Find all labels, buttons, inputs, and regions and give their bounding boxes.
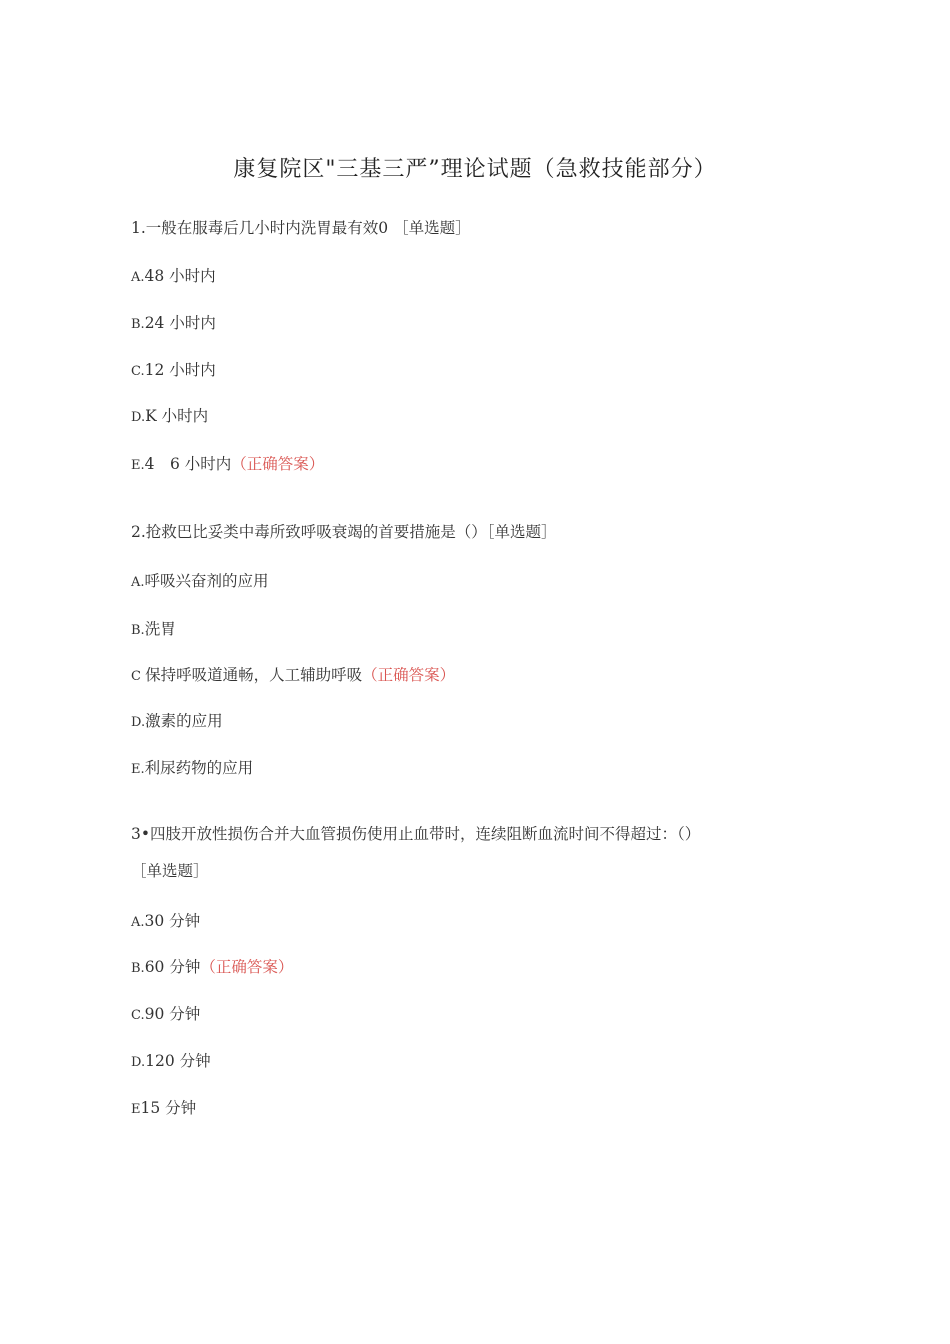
option-text: 120 分钟	[145, 1052, 211, 1070]
question-1-option-d[interactable]	[131, 404, 208, 426]
question-1-option-c[interactable]	[131, 358, 216, 380]
option-text: 48 小时内	[144, 267, 216, 285]
question-2-option-e[interactable]	[131, 756, 253, 778]
option-text: 4 6 小时内	[144, 455, 232, 473]
correct-answer-tag: （正确答案）	[231, 455, 325, 473]
option-letter: E.	[131, 762, 145, 777]
option-text: 12 小时内	[144, 361, 216, 379]
question-3-option-b[interactable]	[131, 955, 293, 977]
option-letter: B.	[131, 623, 145, 638]
option-letter: B.	[131, 317, 145, 332]
option-text: 90 分钟	[144, 1005, 201, 1023]
option-text: 激素的应用	[145, 712, 223, 730]
option-letter: C.	[131, 1008, 145, 1023]
question-2-stem: 2.抢救巴比妥类中毒所致呼吸衰竭的首要措施是（）［单选题］	[131, 523, 557, 541]
option-text: K 小时内	[145, 407, 209, 425]
option-letter: A.	[131, 270, 145, 285]
question-3-type-label: ［单选题］	[131, 862, 209, 880]
question-3-option-a[interactable]	[131, 909, 200, 931]
option-letter: C	[131, 669, 146, 684]
option-text: 保持呼吸道通畅，人工辅助呼吸	[145, 666, 363, 684]
option-letter: E	[131, 1102, 141, 1117]
question-1-option-b[interactable]	[131, 311, 216, 333]
option-letter: D.	[131, 715, 146, 730]
option-text: 30 分钟	[144, 912, 201, 930]
option-text: 呼吸兴奋剂的应用	[144, 572, 269, 590]
page-title: 康复院区"三基三严”理论试题（急救技能部分）	[233, 157, 717, 182]
option-letter: C.	[131, 364, 145, 379]
correct-answer-tag: （正确答案）	[362, 666, 456, 684]
option-letter: A.	[131, 915, 145, 930]
option-letter: D.	[131, 410, 146, 425]
correct-answer-tag: （正确答案）	[200, 958, 294, 976]
option-text: 15 分钟	[140, 1099, 197, 1117]
option-text: 利尿药物的应用	[144, 759, 254, 777]
option-letter: D.	[131, 1055, 146, 1070]
question-3-option-d[interactable]	[131, 1049, 211, 1071]
question-2-option-a[interactable]	[131, 569, 269, 591]
question-2-option-b[interactable]	[131, 617, 176, 639]
question-1-stem: 1.一般在服毒后几小时内洗胃最有效0 ［单选题］	[131, 219, 471, 237]
question-3-stem: 3•四肢开放性损伤合并大血管损伤使用止血带时，连续阻断血流时间不得超过：（）	[131, 825, 701, 843]
option-letter: B.	[131, 961, 145, 976]
question-3-option-e[interactable]	[131, 1096, 196, 1118]
option-letter: E.	[131, 458, 145, 473]
option-text: 60 分钟	[144, 958, 201, 976]
question-1-option-e[interactable]	[131, 452, 324, 474]
question-2-option-d[interactable]	[131, 709, 223, 731]
question-3-option-c[interactable]	[131, 1002, 200, 1024]
option-letter: A.	[131, 575, 145, 590]
option-text: 24 小时内	[144, 314, 216, 332]
question-1-option-a[interactable]	[131, 264, 216, 286]
option-text: 洗胃	[144, 620, 176, 638]
question-2-option-c[interactable]	[131, 663, 455, 685]
